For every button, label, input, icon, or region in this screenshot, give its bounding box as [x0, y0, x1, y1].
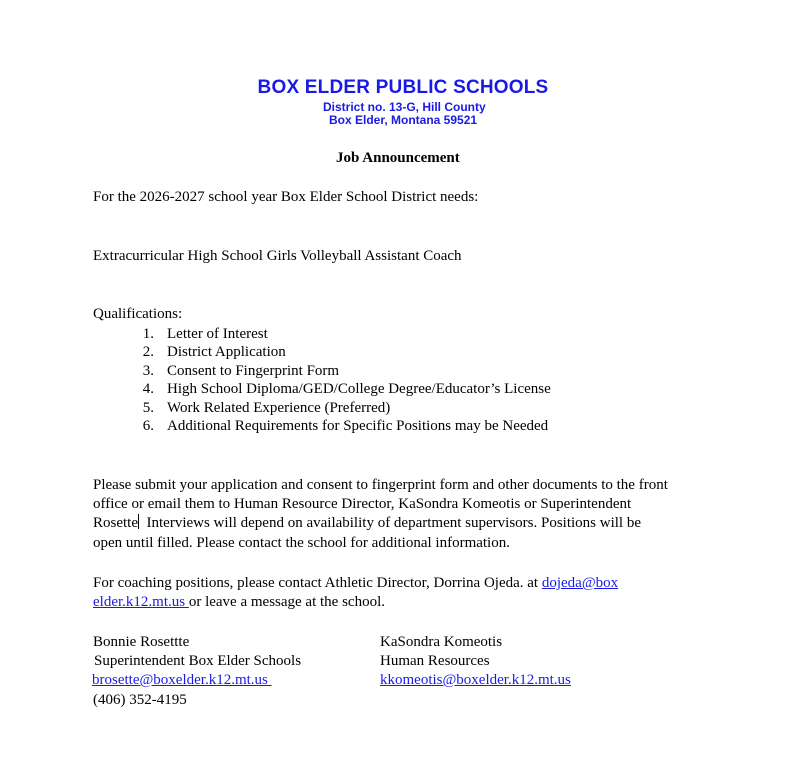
hr-director-name: KaSondra Komeotis — [380, 634, 503, 650]
qualifications-label: Qualifications: — [93, 306, 183, 322]
superintendent-email-link[interactable]: brosette@boxelder.k12.mt.us — [92, 672, 272, 688]
coaching-contact-line-2: elder.k12.mt.us or leave a message at the school. — [93, 594, 385, 610]
hr-director-email-link[interactable]: kkomeotis@boxelder.k12.mt.us — [380, 672, 571, 688]
instructions-line-3: Rosette Interviews will depend on availability of department supervisors. Positions will be — [93, 515, 641, 531]
list-item: 3. Consent to Fingerprint Form — [142, 363, 340, 379]
address-line: Box Elder, Montana 59521 — [329, 113, 478, 127]
superintendent-phone: (406) 352-4195 — [93, 692, 187, 708]
list-item: 5. Work Related Experience (Preferred) — [142, 400, 391, 416]
instructions-line-4: open until filled. Please contact the school for additional information. — [93, 535, 510, 551]
list-item: 2. District Application — [142, 344, 286, 360]
superintendent-email-wrap — [92, 671, 272, 690]
list-item: 1. Letter of Interest — [142, 326, 268, 342]
district-line: District no. 13-G, Hill County — [323, 100, 486, 114]
list-item: 6. Additional Requirements for Specific Positions may be Needed — [142, 418, 549, 434]
position-title: Extracurricular High School Girls Volleyball Assistant Coach — [93, 248, 462, 264]
superintendent-title: Superintendent Box Elder Schools — [94, 653, 302, 669]
coaching-contact-line: For coaching positions, please contact Athletic Director, Dorrina Ojeda. at dojeda@box — [93, 575, 619, 591]
job-announcement-heading: Job Announcement — [336, 150, 460, 166]
instructions-line-2: office or email them to Human Resource Director, KaSondra Komeotis or Superintendent — [93, 496, 632, 512]
athletic-director-email-link[interactable]: dojeda@box — [541, 575, 619, 591]
hr-email-wrap — [380, 671, 571, 690]
list-item: 4. High School Diploma/GED/College Degree/Educator’s License — [142, 381, 551, 397]
hr-director-title: Human Resources — [380, 653, 490, 669]
superintendent-name: Bonnie Rosettte — [93, 634, 190, 650]
instructions-line-1: Please submit your application and consent to fingerprint form and other documents to the front — [93, 477, 668, 493]
athletic-director-email-link-cont[interactable]: elder.k12.mt.us — [93, 594, 189, 610]
school-name: BOX ELDER PUBLIC SCHOOLS — [257, 77, 549, 98]
intro-text: For the 2026-2027 school year Box Elder School District needs: — [93, 189, 479, 205]
